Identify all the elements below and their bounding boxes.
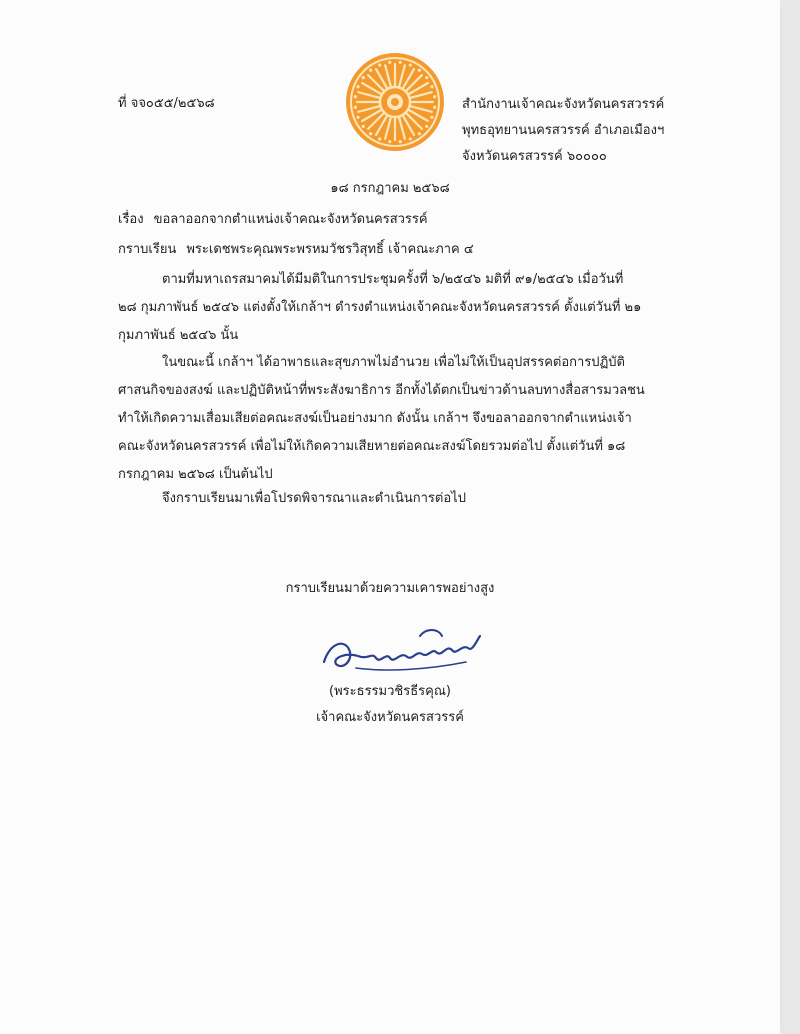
salutation-label: กราบเรียน [118,242,177,257]
office-line: จังหวัดนครสวรรค์ ๖๐๐๐๐ [462,149,607,164]
salutation-text: พระเดชพระคุณพระพรหมวัชรวิสุทธิ์ เจ้าคณะภาค ๔ [186,242,474,257]
subject-text: ขอลาออกจากตำแหน่งเจ้าคณะจังหวัดนครสวรรค์ [153,212,428,227]
paragraph-2 [118,349,674,489]
paragraph-line: จึงกราบเรียนมาเพื่อโปรดพิจารณาและดำเนินการต่อไป [162,491,466,506]
paragraph-line: คณะจังหวัดนครสวรรค์ เพื่อไม่ให้เกิดความเสียหายต่อคณะสงฆ์โดยรวมต่อไป ตั้งแต่วันที่ ๑๘ [118,439,626,454]
paragraph-line: ศาสนกิจของสงฆ์ และปฏิบัติหน้าที่พระสังฆาธิการ อีกทั้งได้ตกเป็นข่าวด้านลบทางสื่อสารมวลชน [118,383,645,398]
reference-number: ที่ จจ๐๕๕/๒๕๖๘ [118,96,215,111]
letter-date: ๑๘ กรกฎาคม ๒๕๖๘ [330,181,450,196]
signer-name: (พระธรรมวชิรธีรคุณ) [329,684,451,699]
closing-phrase: กราบเรียนมาด้วยความเคารพอย่างสูง [285,581,495,596]
paragraph-1 [118,266,674,350]
page-edge [782,0,800,1034]
paragraph-3 [118,485,674,513]
dharma-wheel-emblem [345,52,445,152]
office-line: สำนักงานเจ้าคณะจังหวัดนครสวรรค์ [462,97,665,112]
subject-line [118,208,428,229]
paragraph-line: ๒๘ กุมภาพันธ์ ๒๕๔๖ แต่งตั้งให้เกล้าฯ ดำรงตำแหน่งเจ้าคณะจังหวัดนครสวรรค์ ตั้งแต่วันที่ ๒๑ [118,300,642,315]
signer-title: เจ้าคณะจังหวัดนครสวรรค์ [316,710,464,725]
office-line: พุทธอุทยานนครสวรรค์ อำเภอเมืองฯ [462,123,665,138]
subject-label: เรื่อง [118,212,144,227]
salutation-line [118,238,474,259]
office-address [462,92,664,170]
paragraph-line: กรกฎาคม ๒๕๖๘ เป็นต้นไป [118,467,273,482]
paragraph-line: ในขณะนี้ เกล้าฯ ได้อาพาธและสุขภาพไม่อำนวย เพื่อไม่ให้เป็นอุปสรรคต่อการปฏิบัติ [162,355,625,370]
paragraph-line: กุมภาพันธ์ ๒๕๔๖ นั้น [118,328,239,343]
paragraph-line: ตามที่มหาเถรสมาคมได้มีมติในการประชุมครั้งที่ ๖/๒๕๔๖ มติที่ ๙๑/๒๕๔๖ เมื่อวันที่ [162,272,624,287]
paragraph-line: ทำให้เกิดความเสื่อมเสียต่อคณะสงฆ์เป็นอย่างมาก ดังนั้น เกล้าฯ จึงขอลาออกจากตำแหน่งเจ้า [118,411,632,426]
handwritten-signature [316,622,486,682]
